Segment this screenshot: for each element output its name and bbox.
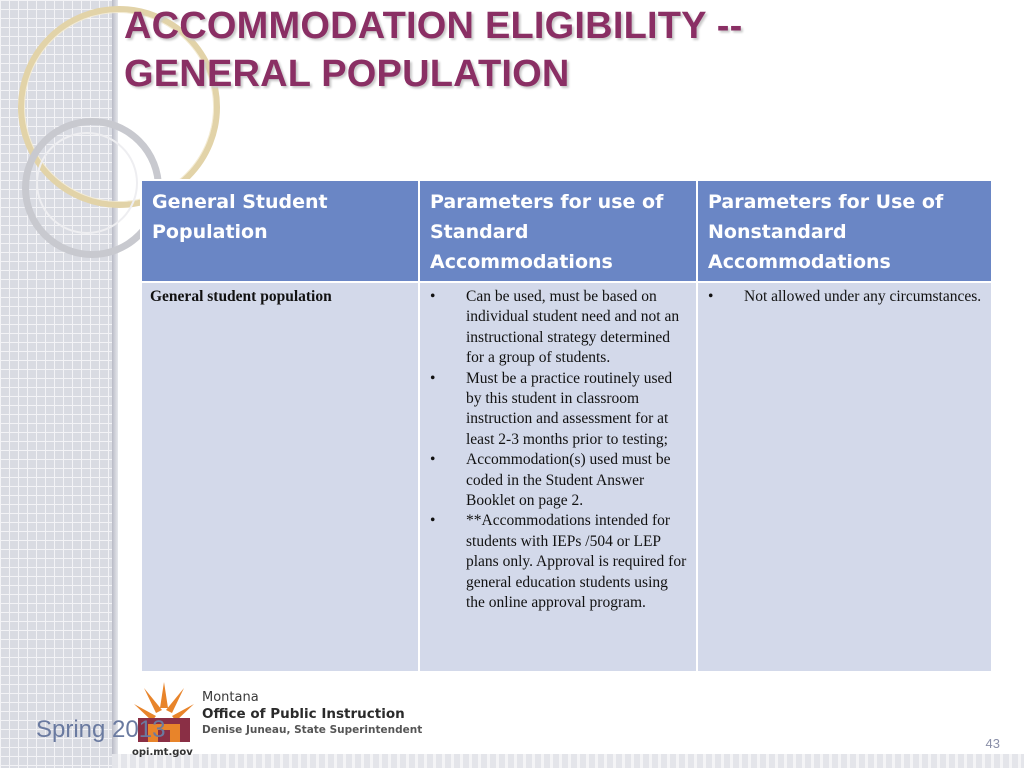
logo-text (202, 690, 422, 738)
table-row (141, 282, 992, 672)
bullet-icon: • (430, 288, 436, 305)
row-label: General student population (150, 288, 332, 305)
table-header-row (141, 180, 992, 282)
list-item-text: **Accommodations intended for students with IEPs /504 or LEP plans only. Approval is required for general education students using the online approval program. (466, 512, 687, 612)
eligibility-table (140, 179, 993, 673)
header-standard-accommodations: Parameters for use of Standard Accommodations (419, 180, 697, 282)
list-item (428, 450, 688, 511)
footer-season: Spring 2013 (36, 716, 166, 743)
standard-parameters-list (428, 287, 688, 614)
decorative-inner-ring (36, 132, 138, 234)
list-item-text: Must be a practice routinely used by this student in classroom instruction and assessment for at least 2-3 months prior to testing; (466, 369, 673, 448)
logo-superintendent: Denise Juneau, State Superintendent (202, 724, 423, 736)
bullet-icon: • (430, 451, 436, 469)
list-item (428, 511, 688, 613)
list-item-text: Can be used, must be based on individual student need and not an instructional strategy determined for a group of students. (466, 288, 680, 367)
bullet-icon: • (708, 288, 714, 305)
list-item (706, 287, 983, 307)
list-item-text: Accommodation(s) used must be coded in the Student Answer Booklet on page 2. (466, 451, 671, 510)
header-nonstandard-accommodations: Parameters for Use of Nonstandard Accommodations (697, 180, 992, 282)
list-item (428, 369, 688, 451)
slide-title (124, 2, 1004, 98)
list-item (428, 287, 688, 369)
opi-logo (130, 678, 430, 768)
bullet-icon: • (430, 369, 436, 387)
slide-title-line-2: GENERAL POPULATION (124, 53, 570, 95)
logo-office: Office of Public Instruction (202, 706, 405, 722)
nonstandard-parameters-list (706, 287, 983, 307)
logo-state: Montana (202, 690, 259, 705)
slide-title-line-1: ACCOMMODATION ELIGIBILITY -- (124, 5, 743, 47)
standard-parameters-cell (419, 282, 697, 672)
header-general-population: General Student Population (141, 180, 419, 282)
page-number: 43 (985, 736, 1000, 751)
bullet-icon: • (430, 512, 436, 530)
row-label-cell (141, 282, 419, 672)
nonstandard-parameters-cell (697, 282, 992, 672)
logo-url: opi.mt.gov (132, 747, 193, 758)
list-item-text: Not allowed under any circumstances. (744, 288, 982, 305)
